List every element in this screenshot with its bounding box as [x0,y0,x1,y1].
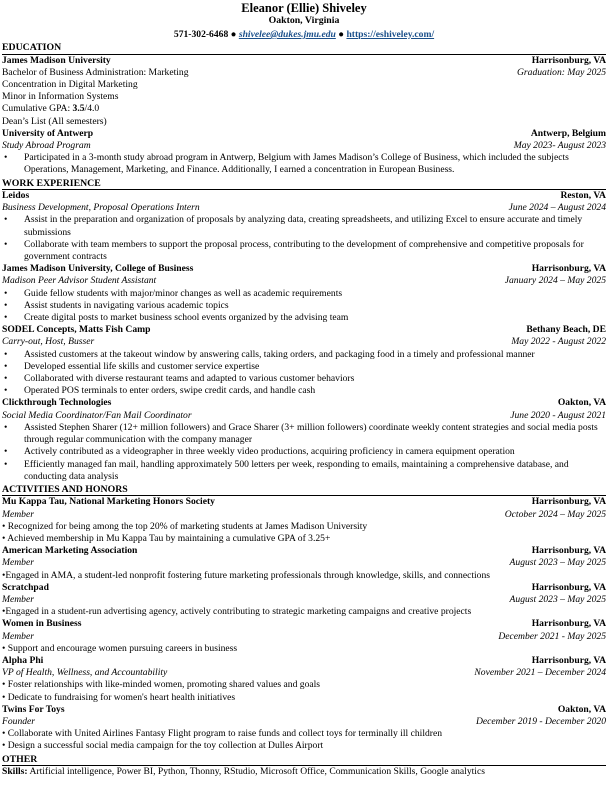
job-bullets [2,349,606,398]
activity-bullet: • Design a successful social media campaign for the toy collection at Dulles Airport [2,740,324,752]
bullet-item: • Assist in the preparation and organization of proposals by analyzing data, creating spreadsheets, and utilizing Excel to ensure accurate and timely submissions [2,214,606,238]
job-date: June 2020 - August 2021 [510,409,606,421]
activity-role-row [2,509,606,521]
job-role-row [2,410,606,422]
job-header [2,190,606,202]
activity-bullet: • Collaborate with United Airlines Fantasy Flight program to raise funds and collect toys for terminally ill children [2,728,443,740]
program-name: Study Abroad Program [2,139,91,151]
activity-location: Harrisonburg, VA [531,496,606,508]
section-heading-work: WORK EXPERIENCE [2,178,606,191]
education-antwerp-header [2,128,606,140]
organization: Twins For Toys [2,703,65,715]
school-name: James Madison University [2,54,111,66]
resume-document [2,1,606,778]
skills-list: Artificial intelligence, Power BI, Python, Thonny, RStudio, Microsoft Office, Communication Skills, Google analytics [27,766,485,778]
email-link[interactable]: shivelee@dukes.jmu.edu [238,29,336,40]
activity-date: October 2024 – May 2025 [504,508,606,520]
activity-bullet: • Achieved membership in Mu Kappa Tau by maintaining a cumulative GPA of 3.25+ [2,533,331,545]
job-header [2,397,606,409]
activity-role: Member [2,508,34,520]
activity-date: December 2021 - May 2025 [498,630,606,642]
job-location: Bethany Beach, DE [526,324,606,336]
bullet-item: • Assisted Stephen Sharer (12+ million followers) and Grace Sharer (3+ million followers) coordinate weekly content strategies and social media posts through regular communication with the company manager [2,422,606,446]
job-header [2,324,606,336]
activity-location: Oakton, VA [557,703,606,715]
job-title: Madison Peer Advisor Student Assistant [2,275,157,287]
job-bullets [2,214,606,263]
activity-role-row [2,557,606,569]
gpa-value: 3.5 [72,103,85,115]
bullet-item: • Create digital posts to market business school events organized by the advising team [2,312,606,324]
minor: Minor in Information Systems [2,91,119,103]
activity-role: Member [2,557,34,569]
education-jmu-degree-row [2,67,606,79]
organization: Women in Business [2,618,82,630]
job-location: Harrisonburg, VA [531,263,606,275]
activity-location: Harrisonburg, VA [531,581,606,593]
activity-bullet: • Recognized for being among the top 20% of marketing students at James Madison University [2,520,368,532]
program-date: May 2023- August 2023 [513,139,606,151]
activity-date: August 2023 – May 2025 [509,557,606,569]
employer: SODEL Concepts, Matts Fish Camp [2,324,151,336]
organization: Alpha Phi [2,655,44,667]
activity-role: Founder [2,716,36,728]
employer: Clickthrough Technologies [2,397,112,409]
bullet-item: • Assisted customers at the takeout window by answering calls, taking orders, and packaging food in a timely and professional manner [2,349,606,361]
concentration: Concentration in Digital Marketing [2,78,138,90]
activity-date: November 2021 – December 2024 [474,667,606,679]
contact-separator: ● [228,29,239,40]
job-role-row [2,202,606,214]
section-heading-other: OTHER [2,754,606,767]
job-title: Carry-out, Host, Busser [2,336,95,348]
bullet-item: • Efficiently managed fan mail, handling approximately 500 letters per week, responding to emails, maintaining a comprehensive database, and conducting data analysis [2,459,606,483]
job-title: Business Development, Proposal Operations Intern [2,202,200,214]
contact-line [2,29,606,41]
resume-name: Eleanor (Ellie) Shiveley [241,1,367,15]
contact-separator: ● [335,29,347,40]
bullet-item: • Actively contributed as a videographer in three weekly video productions, acquiring proficiency in camera equipment operation [2,446,606,458]
activity-location: Harrisonburg, VA [531,655,606,667]
job-header [2,263,606,275]
education-antwerp-role-row [2,140,606,152]
school-location: Antwerp, Belgium [530,127,606,139]
education-jmu-header [2,55,606,67]
organization: Mu Kappa Tau, National Marketing Honors Society [2,496,215,508]
activity-header [2,496,606,508]
section-heading-activities: ACTIVITIES AND HONORS [2,484,606,497]
activity-bullet: • Dedicate to fundraising for women's heart health initiatives [2,691,236,703]
job-date: June 2024 – August 2024 [508,202,606,214]
activity-header [2,704,606,716]
school-location: Harrisonburg, VA [531,54,606,66]
bullet-item: • Developed essential life skills and customer service expertise [2,361,606,373]
activity-date: December 2019 - December 2020 [475,716,606,728]
activity-header [2,655,606,667]
graduation-date: Graduation: May 2025 [517,66,606,78]
job-title: Social Media Coordinator/Fan Mail Coordinator [2,409,192,421]
activity-role-row [2,667,606,679]
activity-role: VP of Health, Wellness, and Accountability [2,667,168,679]
activity-role: Member [2,630,34,642]
activity-location: Harrisonburg, VA [531,545,606,557]
job-date: May 2022 - August 2022 [511,336,606,348]
activity-role-row [2,716,606,728]
activity-header [2,618,606,630]
activity-date: August 2023 – May 2025 [509,594,606,606]
job-location: Reston, VA [560,190,606,202]
skills-label: Skills: [2,766,28,778]
job-date: January 2024 – May 2025 [504,275,606,287]
website-link[interactable]: https://eshiveley.com/ [346,29,435,40]
activity-role-row [2,594,606,606]
activity-bullet: • Support and encourage women pursuing careers in business [2,642,238,654]
activity-bullet: • Foster relationships with like-minded women, promoting shared values and goals [2,679,321,691]
section-heading-education: EDUCATION [2,42,606,55]
phone-number: 571-302-6468 [173,29,229,40]
bullet-item: • Operated POS terminals to enter orders, swipe credit cards, and handle cash [2,385,606,397]
organization: American Marketing Association [2,545,138,557]
bullet-item: • Collaborated with diverse restaurant teams and adapted to various customer behaviors [2,373,606,385]
organization: Scratchpad [2,581,49,593]
skills-line [2,766,606,778]
employer: James Madison University, College of Business [2,263,194,275]
job-location: Oakton, VA [557,397,606,409]
employer: Leidos [2,190,30,202]
school-name: University of Antwerp [2,127,94,139]
antwerp-bullets [2,152,606,176]
activity-header [2,582,606,594]
job-role-row [2,336,606,348]
job-role-row [2,275,606,287]
deans-list: Dean’s List (All semesters) [2,115,107,127]
gpa-total: /4.0 [84,103,100,115]
activity-location: Harrisonburg, VA [531,618,606,630]
bullet-item: • Collaborate with team members to support the proposal process, contributing to the development of comprehensive and competitive proposals for government contracts [2,239,606,263]
bullet-item: • Participated in a 3-month study abroad program in Antwerp, Belgium with James Madison’s College of Business, which included the subjects Operations, Management, Marketing, and Finance. Additionally, I earned a concentration in European Business. [2,152,606,176]
activity-header [2,545,606,557]
activity-bullet: •Engaged in AMA, a student-led nonprofit fostering future marketing professionals through knowledge, skills, and connections [2,569,491,581]
degree: Bachelor of Business Administration: Marketing [2,66,189,78]
gpa [2,103,606,115]
bullet-item: • Assist students in navigating various academic topics [2,300,606,312]
activity-role-row [2,631,606,643]
bullet-item: • Guide fellow students with major/minor changes as well as academic requirements [2,288,606,300]
job-bullets [2,422,606,483]
job-bullets [2,288,606,325]
activity-bullet: •Engaged in a student-run advertising agency, actively contributing to strategic marketing campaigns and creative projects [2,606,472,618]
resume-location: Oakton, Virginia [268,15,340,26]
activity-role: Member [2,594,34,606]
gpa-label: Cumulative GPA: [2,103,73,115]
